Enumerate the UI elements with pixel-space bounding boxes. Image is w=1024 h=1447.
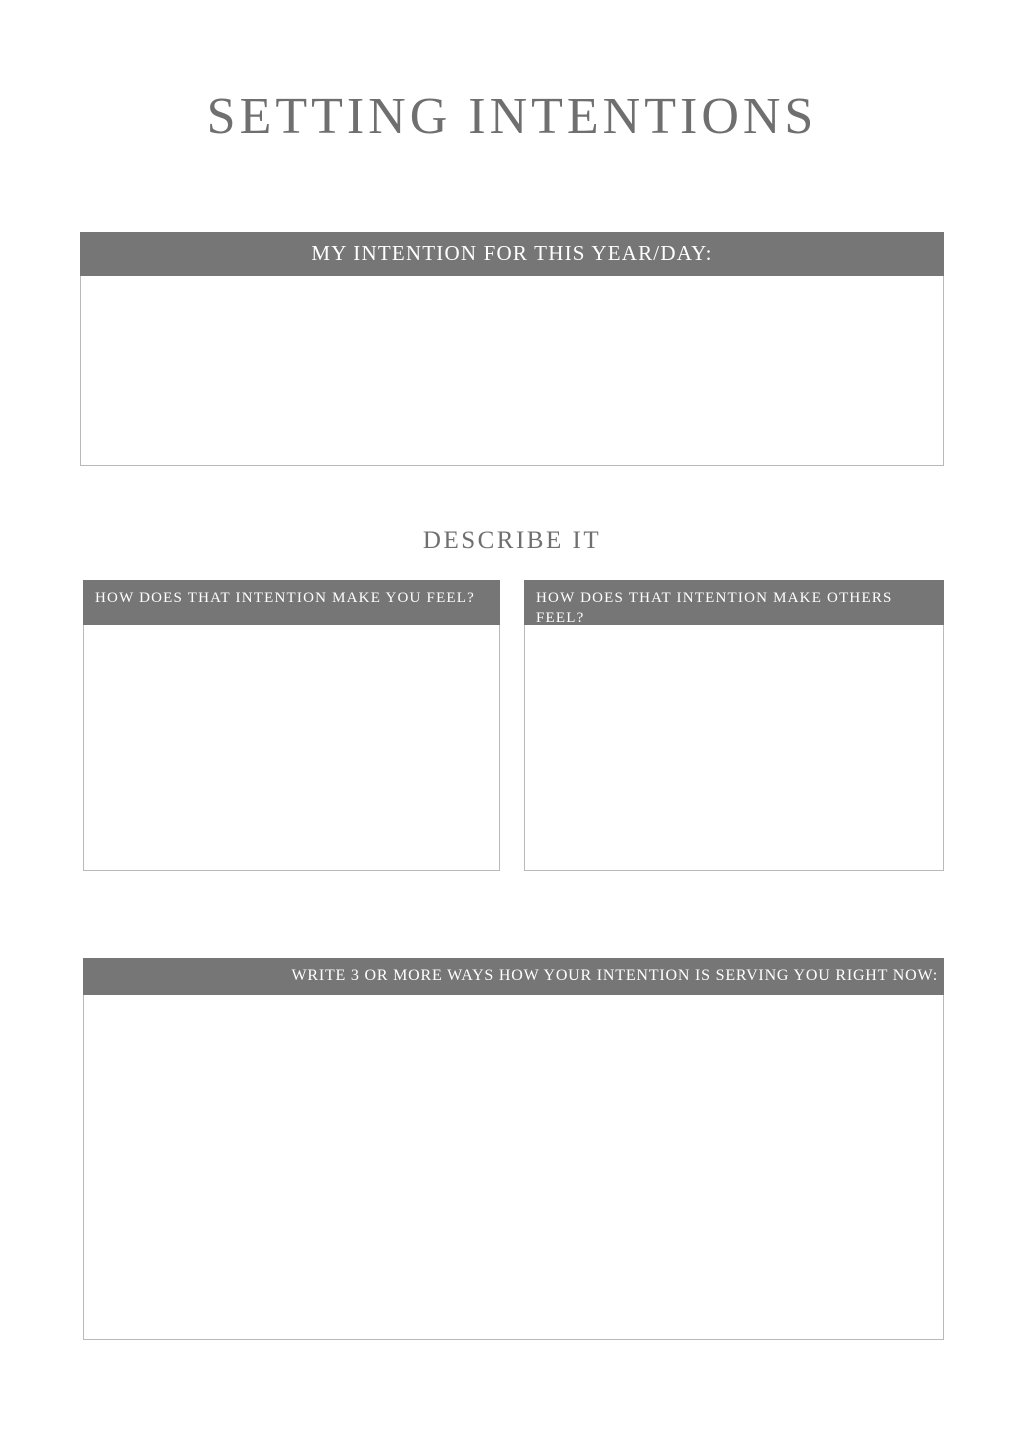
describe-it-heading: DESCRIBE IT — [422, 527, 602, 554]
feel-others-section — [524, 580, 944, 871]
serving-input[interactable] — [83, 995, 944, 1340]
intention-section — [80, 232, 944, 466]
feel-others-header: HOW DOES THAT INTENTION MAKE OTHERS FEEL? — [524, 580, 944, 625]
serving-section-header: WRITE 3 OR MORE WAYS HOW YOUR INTENTION IS SERVING YOU RIGHT NOW: — [83, 958, 944, 995]
page-title: SETTING INTENTIONS — [206, 88, 818, 145]
feel-self-section — [83, 580, 500, 871]
feel-self-input[interactable] — [83, 625, 500, 871]
feel-self-header: HOW DOES THAT INTENTION MAKE YOU FEEL? — [83, 580, 500, 625]
intention-input[interactable] — [80, 276, 944, 466]
feel-others-input[interactable] — [524, 625, 944, 871]
serving-section — [83, 958, 944, 1340]
intention-section-header: MY INTENTION FOR THIS YEAR/DAY: — [80, 232, 944, 276]
